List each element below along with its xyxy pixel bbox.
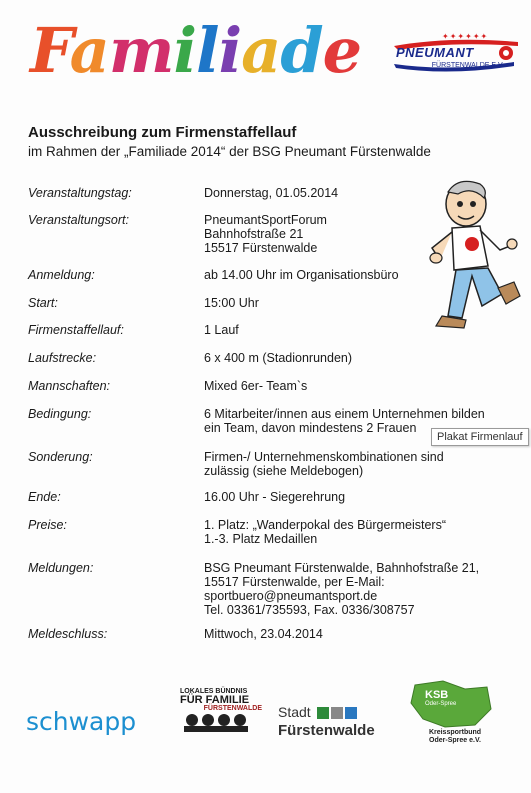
stadt-name: Fürstenwalde	[278, 722, 375, 739]
image-tooltip: Plakat Firmenlauf	[431, 428, 529, 446]
detail-value-line: 16.00 Uhr - Siegerehrung	[204, 490, 346, 504]
detail-value-line: sportbuero@pneumantsport.de	[204, 589, 378, 603]
flyer-subtitle: im Rahmen der „Familiade 2014“ der BSG Pneumant Fürstenwalde	[28, 144, 431, 159]
detail-label: Meldungen:	[28, 561, 94, 575]
detail-label: Preise:	[28, 518, 67, 532]
ksb-logo	[405, 679, 495, 751]
flyer-title: Ausschreibung zum Firmenstaffellauf	[28, 124, 297, 141]
familiade-letter: d	[280, 14, 323, 87]
detail-value-line: ab 14.00 Uhr im Organisationsbüro	[204, 268, 399, 282]
detail-value	[204, 518, 504, 546]
detail-label: Bedingung:	[28, 407, 92, 421]
buendnis-top-text: LOKALES BÜNDNIS	[180, 688, 248, 695]
detail-value-line: 6 x 400 m (Stadionrunden)	[204, 351, 353, 365]
detail-value-line: 15:00 Uhr	[204, 296, 259, 310]
detail-value-line: 1. Platz: „Wanderpokal des Bürgermeisters“	[204, 518, 446, 532]
detail-value-line: 1 Lauf	[204, 323, 239, 337]
familiade-letter: a	[241, 14, 281, 87]
familiade-letter: e	[322, 14, 362, 87]
detail-value	[204, 627, 504, 641]
detail-value-line: 1.-3. Platz Medaillen	[204, 532, 318, 546]
ksb-abbreviation: KSB	[425, 689, 449, 701]
family-figures-icon	[180, 712, 250, 734]
detail-value	[204, 561, 504, 617]
detail-label: Laufstrecke:	[28, 351, 97, 365]
detail-value	[204, 450, 504, 478]
stadt-label: Stadt	[278, 704, 311, 720]
detail-label: Sonderung:	[28, 450, 93, 464]
detail-label: Ende:	[28, 490, 61, 504]
familiade-logo	[30, 14, 360, 96]
detail-label: Anmeldung:	[28, 268, 95, 282]
ksb-full-name: Kreissportbund Oder-Spree e.V.	[428, 729, 482, 744]
detail-value-line: 15517 Fürstenwalde, per E-Mail:	[204, 575, 385, 589]
familiade-letter: l	[196, 14, 219, 87]
detail-value-line: 6 Mitarbeiter/innen aus einem Unternehmen bilden	[204, 407, 485, 421]
city-emblem-icon	[315, 706, 359, 720]
pneumant-subtitle: FÜRSTENWALDE E.V.	[431, 62, 504, 69]
detail-value-line: Firmen-/ Unternehmenskombinationen sind	[204, 450, 444, 464]
pneumant-name: PNEUMANT	[396, 45, 474, 60]
detail-value-line: zulässig (siehe Meldebogen)	[204, 464, 364, 478]
familiade-letter: a	[69, 14, 109, 87]
detail-value-line: ein Team, davon mindestens 2 Frauen	[204, 421, 417, 435]
detail-value-line: Mixed 6er- Team`s	[204, 379, 308, 393]
familiade-letter: m	[108, 14, 174, 87]
detail-value-line: 15517 Fürstenwalde	[204, 241, 318, 255]
detail-label: Veranstaltungstag:	[28, 186, 132, 200]
detail-value-line: Mittwoch, 23.04.2014	[204, 627, 323, 641]
detail-label: Firmenstaffellauf:	[28, 323, 124, 337]
detail-value-line: BSG Pneumant Fürstenwalde, Bahnhofstraße 21,	[204, 561, 480, 575]
buendnis-sub-text: FÜRSTENWALDE	[203, 705, 262, 712]
detail-value-line: Bahnhofstraße 21	[204, 227, 304, 241]
familiade-letter: i	[218, 14, 242, 87]
detail-label: Mannschaften:	[28, 379, 110, 393]
runner-mascot-icon	[418, 176, 524, 356]
buendnis-main-text: FÜR FAMILIE	[180, 694, 250, 706]
detail-value-line: Tel. 03361/735593, Fax. 0336/308757	[204, 603, 415, 617]
familiade-letter: i	[173, 14, 196, 87]
detail-label: Start:	[28, 296, 58, 310]
buendnis-familie-logo	[180, 688, 262, 748]
ksb-region: Oder-Spree	[425, 701, 457, 707]
detail-value	[204, 379, 504, 393]
detail-label: Veranstaltungsort:	[28, 213, 129, 227]
pneumant-logo	[390, 32, 522, 78]
schwapp-wordmark: schwapp	[26, 707, 137, 736]
pneumant-runners-icon: ✦✦✦✦✦✦	[442, 32, 489, 41]
detail-value-line: Donnerstag, 01.05.2014	[204, 186, 339, 200]
detail-value	[204, 490, 504, 504]
detail-value-line: PneumantSportForum	[204, 213, 327, 227]
schwapp-logo	[26, 707, 136, 736]
stadt-fuerstenwalde-logo	[278, 704, 388, 744]
detail-label: Meldeschluss:	[28, 627, 108, 641]
familiade-letter: F	[30, 14, 70, 87]
